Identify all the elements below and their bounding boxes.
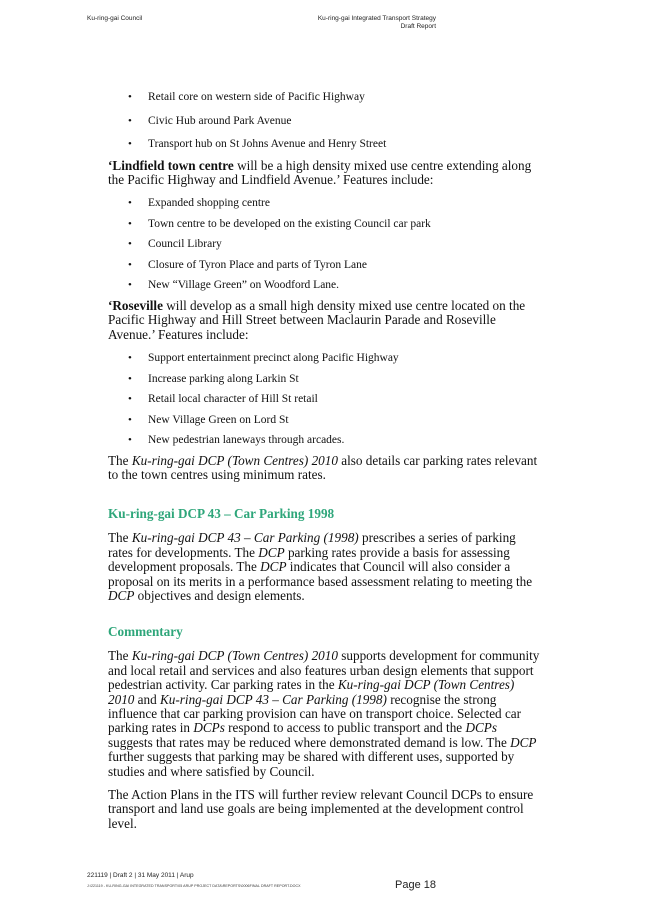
text-run: The xyxy=(108,648,132,664)
header-document-title xyxy=(318,15,436,31)
document-reference: DCP xyxy=(108,587,135,603)
list-item: • Civic Hub around Park Avenue xyxy=(108,114,540,128)
action-plans-paragraph: The Action Plans in the ITS will further review relevant Council DCPs to ensure transport and land use goals are being implemented at the development control level. xyxy=(108,787,534,831)
list-item: • Retail local character of Hill St retail xyxy=(108,392,540,406)
roseville-quote: ‘ xyxy=(108,297,113,313)
lindfield-paragraph xyxy=(108,159,540,188)
text-run: prescribes a series of parking rates for developments. The xyxy=(108,530,516,560)
dcp43-paragraph xyxy=(108,531,540,603)
roseville-paragraph xyxy=(108,299,540,342)
document-reference: Ku-ring-gai DCP (Town Centres) 2010 xyxy=(108,677,515,707)
document-reference: DCP xyxy=(510,734,537,750)
document-reference: Ku-ring-gai DCP 43 – Car Parking (1998) xyxy=(160,691,387,707)
dcp-town-centres-paragraph xyxy=(108,454,540,483)
footer-file-path: J:\221119 - KU-RING-GAI INTEGRATED TRANSPORT\05 ARUP PROJECT DATA\REPORTS\0006FINAL DRAFT REPORT.DOCX xyxy=(87,884,301,888)
roseville-text: will develop as a small high density mixed use centre located on the Pacific Highway and Hill Street between Maclaurin Parade and Roseville Avenue.’ Features include: xyxy=(108,297,526,342)
text-run: objectives and design elements. xyxy=(134,587,305,603)
document-reference: DCPs xyxy=(465,720,497,736)
header-organisation: Ku-ring-gai Council xyxy=(87,15,143,22)
lindfield-feature-list xyxy=(108,196,540,292)
text-run: respond to access to public transport and the xyxy=(224,720,466,736)
list-item: • Retail core on western side of Pacific Highway xyxy=(108,90,540,104)
lindfield-text: will be a high density mixed use centre extending along the Pacific Highway and Lindfield Avenue.’ Features include: xyxy=(108,157,532,187)
lindfield-term: Lindfield town centre xyxy=(112,157,234,173)
list-item: • New pedestrian laneways through arcades. xyxy=(108,433,540,447)
list-item: • New Village Green on Lord St xyxy=(108,413,540,427)
text-run: further suggests that parking may be shared with different uses, supported by studies and where satisfied by Council. xyxy=(108,749,515,779)
list-item: • Closure of Tyron Place and parts of Tyron Lane xyxy=(108,258,540,272)
document-reference: Ku-ring-gai DCP (Town Centres) 2010 xyxy=(131,648,338,664)
text-run: supports development for community and local retail and services and also features urban design elements that support pedestrian activity. Car parking rates in the xyxy=(108,648,540,693)
roseville-feature-list xyxy=(108,351,540,447)
section-heading-dcp43: Ku-ring-gai DCP 43 – Car Parking 1998 xyxy=(108,506,335,522)
text-run: also details car parking rates relevant to the town centres using minimum rates. xyxy=(108,452,538,482)
footer-document-info: 221119 | Draft 2 | 31 May 2011 | Arup xyxy=(87,872,194,879)
text-run: The xyxy=(108,452,132,468)
list-item: • Transport hub on St Johns Avenue and Henry Street xyxy=(108,137,540,151)
text-run: and xyxy=(134,691,161,707)
gordon-feature-list xyxy=(108,90,540,151)
list-item: • Expanded shopping centre xyxy=(108,196,540,210)
section-heading-commentary: Commentary xyxy=(108,624,183,640)
header-title-line: Ku-ring-gai Integrated Transport Strategy xyxy=(317,15,436,22)
text-run: parking rates provide a basis for assessing development proposals. The xyxy=(108,544,510,575)
text-run: indicates that Council will also consider a proposal on its merits in a performance based assessment relating to meeting the xyxy=(108,559,533,589)
text-run: suggests that rates may be reduced where demonstrated demand is low. The xyxy=(108,734,511,750)
document-reference: DCP xyxy=(260,559,287,575)
document-reference: Ku-ring-gai DCP (Town Centres) 2010 xyxy=(131,452,338,468)
commentary-paragraph xyxy=(108,649,540,779)
text-run: The xyxy=(108,530,132,546)
list-item: • Town centre to be developed on the existing Council car park xyxy=(108,217,540,231)
roseville-term: Roseville xyxy=(112,297,163,313)
document-reference: Ku-ring-gai DCP 43 – Car Parking (1998) xyxy=(131,530,359,546)
list-item: • New “Village Green” on Woodford Lane. xyxy=(108,278,540,292)
list-item: • Council Library xyxy=(108,237,540,251)
document-reference: DCPs xyxy=(193,720,225,736)
text-run: recognise the strong influence that car parking provision can have on transport choice. Selected car parking rates in xyxy=(108,691,522,736)
list-item: • Support entertainment precinct along Pacific Highway xyxy=(108,351,540,365)
lindfield-quote: ‘ xyxy=(108,157,113,173)
page-number: Page 18 xyxy=(395,879,436,891)
header-status-line: Draft Report xyxy=(400,23,436,30)
page-body xyxy=(108,90,540,831)
document-reference: DCP xyxy=(258,544,285,560)
list-item: • Increase parking along Larkin St xyxy=(108,372,540,386)
